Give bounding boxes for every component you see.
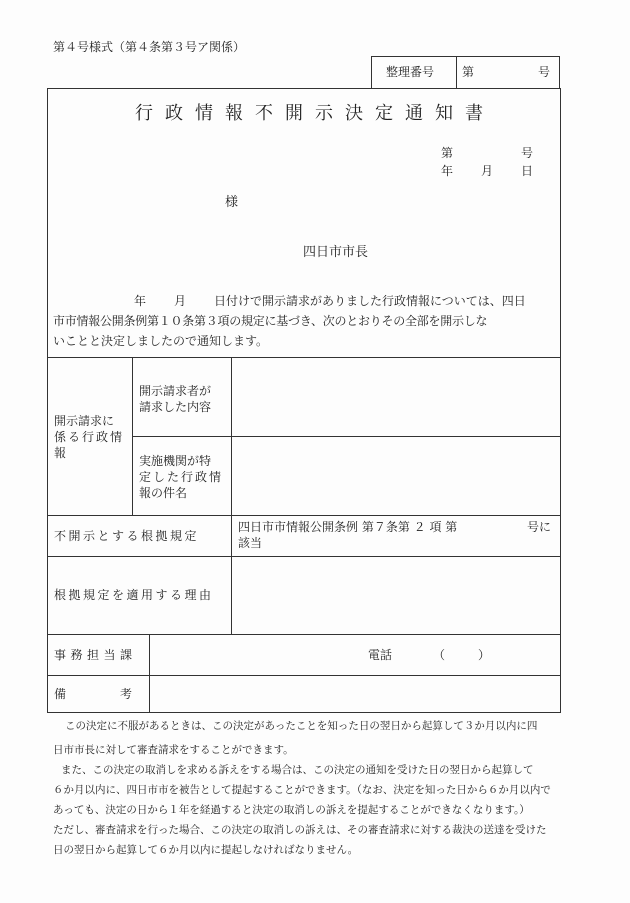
date-day: 日 <box>521 164 534 178</box>
table-row-divider-remarks <box>47 675 561 676</box>
body-month: 月 <box>174 294 187 308</box>
issuer-name: 四日市市長 <box>303 245 369 260</box>
date-year: 年 <box>441 164 454 178</box>
table-row-divider-department <box>47 634 561 635</box>
addressee-suffix: 様 <box>225 195 239 210</box>
reference-number-suffix: 号 <box>538 65 551 79</box>
phone-label: 電話 <box>368 648 393 662</box>
table-col-divider-department <box>149 634 150 713</box>
form-label: 第４号様式（第４条第３号ア関係） <box>53 40 246 54</box>
phone-parens: （ ） <box>433 648 494 662</box>
table-top-border <box>47 357 561 358</box>
basis-label: 不開示とする根拠規定 <box>54 529 200 543</box>
note-line-2: 日市市長に対して審査請求をすることができます。 <box>53 744 294 756</box>
request-content-label: 開示請求者が 請求した内容 <box>139 384 212 414</box>
table-row-divider-basis <box>47 515 561 516</box>
note-line-7: 日の翌日から起算して６か月以内に提起しなければなりません。 <box>53 844 359 856</box>
body-year: 年 <box>134 294 147 308</box>
date-month: 月 <box>481 164 494 178</box>
reason-field[interactable] <box>238 561 554 629</box>
reference-number-label: 整理番号 <box>386 65 435 79</box>
reference-number-prefix: 第 <box>462 65 475 79</box>
basis-value-suffix: 号に <box>527 520 552 534</box>
body-line2: 市市情報公開条例第１０条第３項の規定に基づき、次のとおりその全部を開示しな <box>53 314 488 328</box>
identified-info-field[interactable] <box>238 441 554 511</box>
table-row-divider-reason <box>47 556 561 557</box>
table-inner-row-divider <box>132 436 561 437</box>
body-line1: 日付けで開示請求がありました行政情報については、四日 <box>214 294 526 308</box>
document-title: 行政情報不開示決定通知書 <box>135 103 495 124</box>
department-label: 事務担当課 <box>54 648 137 662</box>
note-line-1: この決定に不服があるときは、この決定があったことを知った日の翌日から起算して３か月以内に四 <box>65 720 538 732</box>
table-col-divider-2 <box>231 357 232 634</box>
remarks-label-left: 備 <box>54 687 67 701</box>
basis-value-line2: 該当 <box>238 536 263 550</box>
reference-box-divider <box>456 57 457 88</box>
doc-number-suffix: 号 <box>521 146 534 160</box>
request-content-field[interactable] <box>238 362 554 432</box>
basis-value-line1: 四日市市情報公開条例 第７条第 ２ 項 第 <box>238 520 458 534</box>
note-line-4: ６か月以内に、四日市市を被告として提起することができます。（なお、決定を知った日から６か月以内で <box>53 784 551 796</box>
identified-info-label: 実施機関が特 定した行政情 報の件名 <box>139 454 224 500</box>
reference-number-box <box>371 56 560 88</box>
remarks-field[interactable] <box>156 679 554 709</box>
remarks-label-right: 考 <box>120 687 133 701</box>
note-line-6: ただし、審査請求を行った場合、この決定の取消しの訴えは、その審査請求に対する裁決の送達を受けた <box>53 824 547 836</box>
requested-info-label: 開示請求に 係る行政情 報 <box>54 414 125 460</box>
body-line3: いことと決定しましたので通知します。 <box>53 334 269 348</box>
reason-label: 根拠規定を適用する理由 <box>54 588 214 602</box>
note-line-3: また、この決定の取消しを求める訴えをする場合は、この決定の通知を受けた日の翌日から起算して <box>61 764 534 776</box>
note-line-5: あっても、決定の日から１年を経過すると決定の取消しの訴えを提起することができなくなります。） <box>53 804 530 816</box>
doc-number-prefix: 第 <box>441 146 454 160</box>
